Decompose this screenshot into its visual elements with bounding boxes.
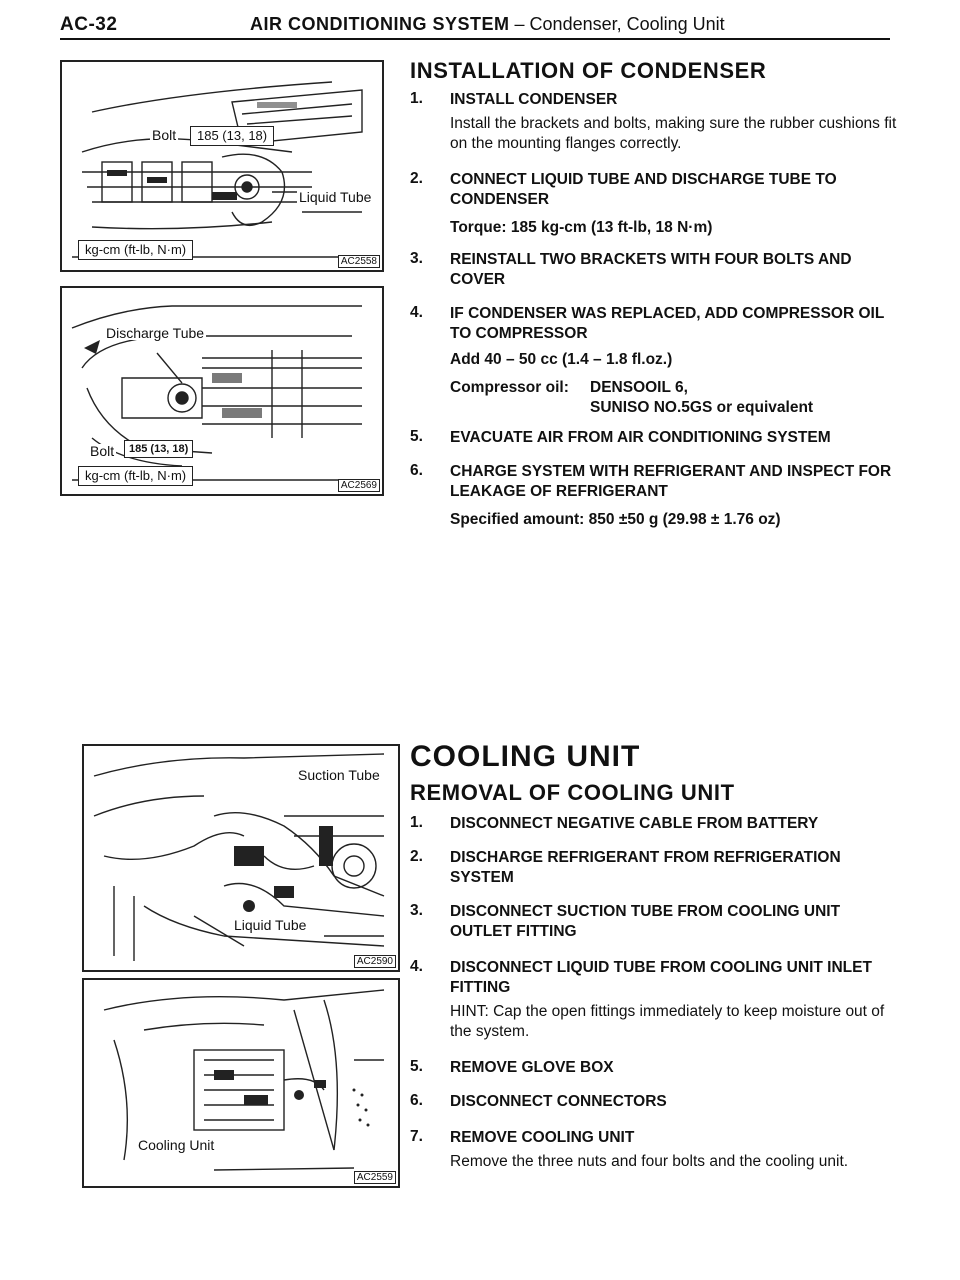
chapter-heading: COOLING UNIT (410, 740, 641, 773)
liquid-tube-label: Liquid Tube (234, 917, 307, 933)
step-number: 7. (410, 1128, 423, 1145)
oil-line-2: SUNISO NO.5GS or equivalent (590, 399, 814, 416)
step-number: 2. (410, 170, 423, 187)
figure-condenser-liquid-tube (60, 60, 384, 272)
installation-section (410, 58, 910, 548)
figure-code: AC2558 (338, 255, 380, 268)
suction-tube-label: Suction Tube (298, 767, 380, 783)
units-box: kg-cm (ft-lb, N·m) (78, 240, 193, 260)
page-header (60, 14, 890, 40)
step-title: REINSTALL TWO BRACKETS WITH FOUR BOLTS AND COVER (450, 251, 852, 288)
hint-label: HINT: (450, 1003, 489, 1020)
step-number: 3. (410, 250, 423, 267)
step-body: Remove the three nuts and four bolts and the cooling unit. (450, 1153, 849, 1170)
header-rule (60, 38, 890, 40)
oil-amount: Add 40 – 50 cc (1.4 – 1.8 fl.oz.) (450, 351, 673, 368)
step-number: 6. (410, 1092, 423, 1109)
subsection-title: – Condenser, Cooling Unit (514, 14, 725, 34)
step-title: DISCONNECT NEGATIVE CABLE FROM BATTERY (450, 815, 819, 832)
step-number: 4. (410, 958, 423, 975)
figure-code: AC2590 (354, 955, 396, 968)
oil-spec (450, 378, 900, 418)
step-number: 4. (410, 304, 423, 321)
section-heading: REMOVAL OF COOLING UNIT (410, 780, 735, 805)
liquid-tube-label: Liquid Tube (299, 189, 372, 205)
step-title: REMOVE GLOVE BOX (450, 1059, 614, 1076)
step-title: DISCHARGE REFRIGERANT FROM REFRIGERATION SYSTEM (450, 849, 841, 886)
torque-spec: Torque: 185 kg-cm (13 ft-lb, 18 N·m) (450, 219, 713, 236)
figure-condenser-discharge-tube (60, 286, 384, 496)
step-title: DISCONNECT CONNECTORS (450, 1093, 667, 1110)
step-title: IF CONDENSER WAS REPLACED, ADD COMPRESSOR OIL TO COMPRESSOR (450, 305, 885, 342)
page-number: AC-32 (60, 14, 118, 35)
step-body: Install the brackets and bolts, making sure the rubber cushions fit on the mounting flanges correctly. (450, 115, 897, 152)
figure-code: AC2569 (338, 479, 380, 492)
step-number: 5. (410, 428, 423, 445)
cooling-unit-illustration (84, 980, 398, 1186)
step-title: CHARGE SYSTEM WITH REFRIGERANT AND INSPECT FOR LEAKAGE OF REFRIGERANT (450, 463, 892, 500)
condenser-discharge-tube-illustration (62, 288, 382, 494)
section-title: AIR CONDITIONING SYSTEM (250, 14, 510, 34)
step-title: INSTALL CONDENSER (450, 91, 618, 108)
units-box: kg-cm (ft-lb, N·m) (78, 466, 193, 486)
step-title: DISCONNECT LIQUID TUBE FROM COOLING UNIT INLET FITTING (450, 959, 872, 996)
step-number: 1. (410, 90, 423, 107)
step-number: 2. (410, 848, 423, 865)
step-title: REMOVE COOLING UNIT (450, 1129, 635, 1146)
step-title: EVACUATE AIR FROM AIR CONDITIONING SYSTEM (450, 429, 831, 446)
bolt-label: Bolt (90, 443, 115, 459)
step-title: DISCONNECT SUCTION TUBE FROM COOLING UNIT OUTLET FITTING (450, 903, 841, 940)
page-title (250, 14, 725, 35)
cooling-unit-section (410, 740, 910, 1200)
section-heading: INSTALLATION OF CONDENSER (410, 58, 767, 83)
refrigerant-amount: Specified amount: 850 ±50 g (29.98 ± 1.76 oz) (450, 511, 781, 528)
oil-line-1: DENSOOIL 6, (590, 379, 688, 396)
torque-box: 185 (13, 18) (124, 440, 193, 458)
cooling-unit-label: Cooling Unit (138, 1137, 215, 1153)
step-title: CONNECT LIQUID TUBE AND DISCHARGE TUBE TO CONDENSER (450, 171, 837, 208)
hint-text: Cap the open fittings immediately to keep moisture out of the system. (450, 1003, 885, 1040)
step-number: 6. (410, 462, 423, 479)
oil-label: Compressor oil: (450, 379, 569, 396)
discharge-tube-label: Discharge Tube (106, 325, 205, 341)
step-number: 3. (410, 902, 423, 919)
bolt-label: Bolt (152, 127, 177, 143)
figure-code: AC2559 (354, 1171, 396, 1184)
hint (450, 1002, 900, 1042)
step-number: 1. (410, 814, 423, 831)
figure-cooling-unit-tubes (82, 744, 400, 972)
condenser-liquid-tube-illustration (62, 62, 382, 270)
figure-cooling-unit (82, 978, 400, 1188)
torque-box: 185 (13, 18) (190, 126, 274, 146)
step-number: 5. (410, 1058, 423, 1075)
